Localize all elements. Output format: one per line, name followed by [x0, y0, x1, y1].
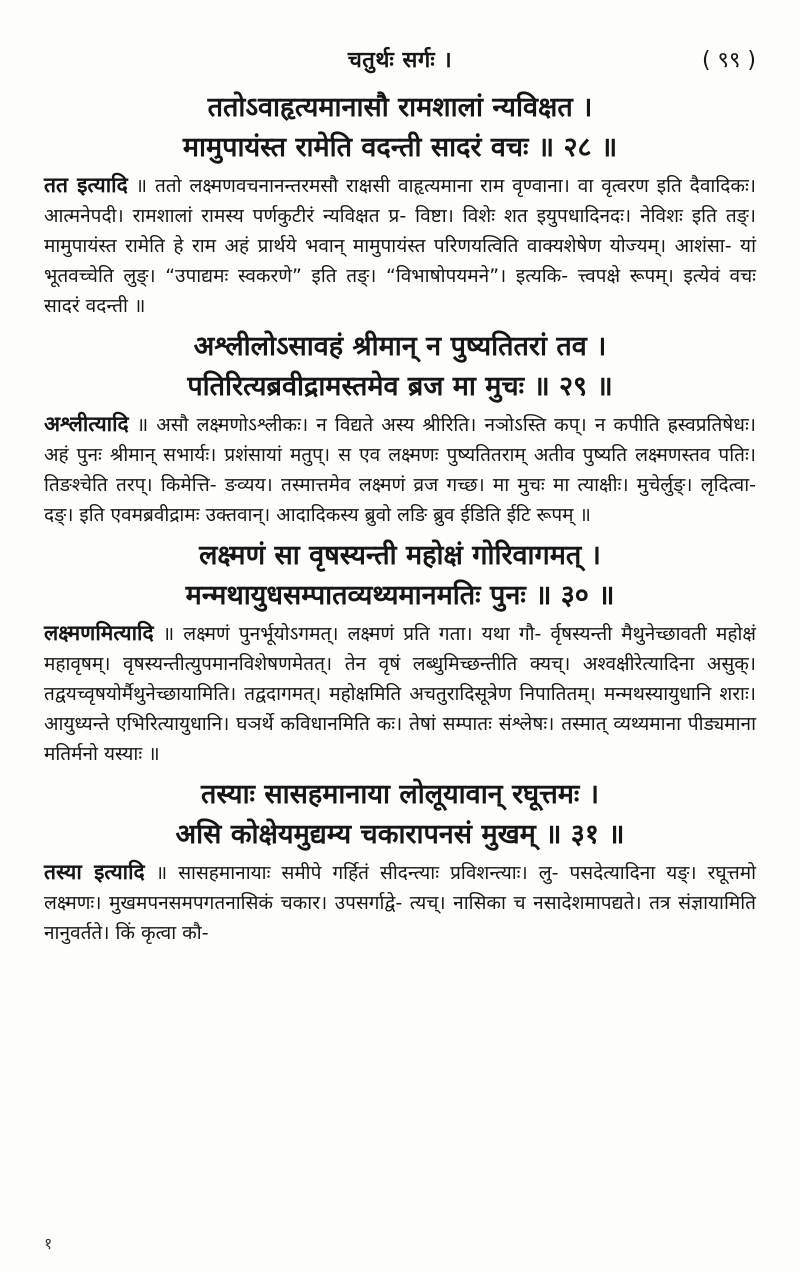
verse-line: पतिरित्यब्रवीद्रामस्तमेव ब्रज मा मुचः ॥ २९ ॥ — [187, 371, 613, 402]
verse-30 — [44, 536, 756, 616]
commentary-text: ॥ लक्ष्मणं पुनर्भूयोऽगमत्। लक्ष्मणं प्रति गता। यथा गौ- र्वृषस्यन्ती मैथुनेच्छावती महोक्षं महावृषम्। वृषस्यन्तीत्युपमानविशेषणमेतत्। तेन वृषं लब्धुमिच्छन्तीति क्यच्। अश्वक्षीरेत्यादिना असुक्। तद्वयच्वृषयोर्मैथुनेच्छायामिति। तद्वदागमत्। महोक्षमिति अचतुरादिसूत्रेण निपातितम्। मन्मथस्यायुधानि शराः। आयुध्यन्ते एभिरित्यायुधानि। घञर्थे कविधानमिति कः। तेषां सम्पातः संश्लेषः। तस्मात् व्यथ्यमाना पीड्यमाना मतिर्मनो यस्याः ॥ — [44, 623, 756, 765]
signature-mark: १ — [44, 1234, 53, 1253]
verse-line: असि कोक्षेयमुद्यम्य चकारापनसं मुखम् ॥ ३१ ॥ — [175, 819, 625, 850]
verse-line: मन्मथायुधसम्पातव्यथ्यमानमतिः पुनः ॥ ३० ॥ — [185, 580, 615, 611]
commentary-31 — [44, 857, 756, 948]
verse-line: तस्याः सासहमानाया लोलूयावान् रघूत्तमः । — [201, 779, 599, 810]
verse-28 — [44, 88, 756, 168]
verse-line: अश्लीलोऽसावहं श्रीमान् न पुष्यतितरां तव । — [193, 331, 607, 362]
commentary-text: ॥ ततो लक्ष्मणवचनानन्तरमसौ राक्षसी वाहृत्यमाना राम वृण्वाना। वा वृत्वरण इति दैवादिकः। आत्मनेपदी। रामशालां रामस्य पर्णकुटीरं न्यविक्षत प्र- विष्टा। विशेः शत इयुपधादिनदः। नेविशः इति तङ्। मामुपायंस्त रामेति हे राम अहं प्रार्थये भवान् मामुपायंस्त परिणयत्विति वाक्यशेषेण योज्यम्। आशंसा- यां भूतवच्चेति लुङ्। “उपाद्यमः स्वकरणे” इति तङ्। “विभाषोपयमने”। इत्यकि- त्त्वपक्षे रूपम्। इत्येवं वचः सादरं वदन्ती ॥ — [44, 175, 756, 317]
commentary-30 — [44, 618, 756, 769]
commentary-lead: तस्या इत्यादि — [44, 860, 145, 884]
commentary-text: ॥ असौ लक्ष्मणोऽश्लीकः। न विद्यते अस्य श्रीरिति। नञोऽस्ति कप्। न कपीति ह्रस्वप्रतिषेधः। अहं पुनः श्रीमान् सभार्यः। प्रशंसायां मतुप्। स एव लक्ष्मणः पुष्यतितराम् अतीव पुष्यति लक्ष्मणस्तव पतिः। तिङश्चेति तरप्। किमेत्ति- ङव्यय। तस्मात्तमेव लक्ष्मणं व्रज गच्छ। मा मुचः मा त्याक्षीः। मुचेर्लुङ्। लृदित्वा- दङ्। इति एवमब्रवीद्रामः उक्तवान्। आदादिकस्य ब्रुवो लङि ब्रुव ईडिति ईटि रूपम् ॥ — [44, 414, 756, 526]
page-number: ( ९९ ) — [701, 48, 756, 73]
verse-31 — [44, 775, 756, 855]
commentary-lead: तत इत्यादि — [44, 173, 128, 197]
commentary-lead: अश्लीत्यादि — [44, 412, 129, 436]
verse-line: ततोऽवाहृत्यमानासौ रामशालां न्यविक्षत । — [207, 92, 593, 123]
verse-29 — [44, 327, 756, 407]
running-head — [44, 44, 756, 84]
verse-line: मामुपायंस्त रामेति वदन्ती सादरं वचः ॥ २८ ॥ — [182, 132, 618, 163]
commentary-28 — [44, 170, 756, 321]
commentary-lead: लक्ष्मणमित्यादि — [44, 621, 154, 645]
commentary-29 — [44, 409, 756, 530]
commentary-text: ॥ सासहमानायाः समीपे गर्हितं सीदन्त्याः प्रविशन्त्याः। लु- पसदेत्यादिना यङ्। रघूत्तमो लक्ष्मणः। मुखमपनसमपगतनासिकं चकार। उपसर्गाद्वे- त्यच्। नासिका च नसादेशमापद्यते। तत्र संज्ञायामिति नानुवर्तते। किं कृत्वा कौ- — [44, 862, 757, 944]
verse-line: लक्ष्मणं सा वृषस्यन्ती महोक्षं गोरिवागमत् । — [199, 540, 601, 571]
running-head-title: चतुर्थः सर्गः । — [347, 48, 453, 73]
